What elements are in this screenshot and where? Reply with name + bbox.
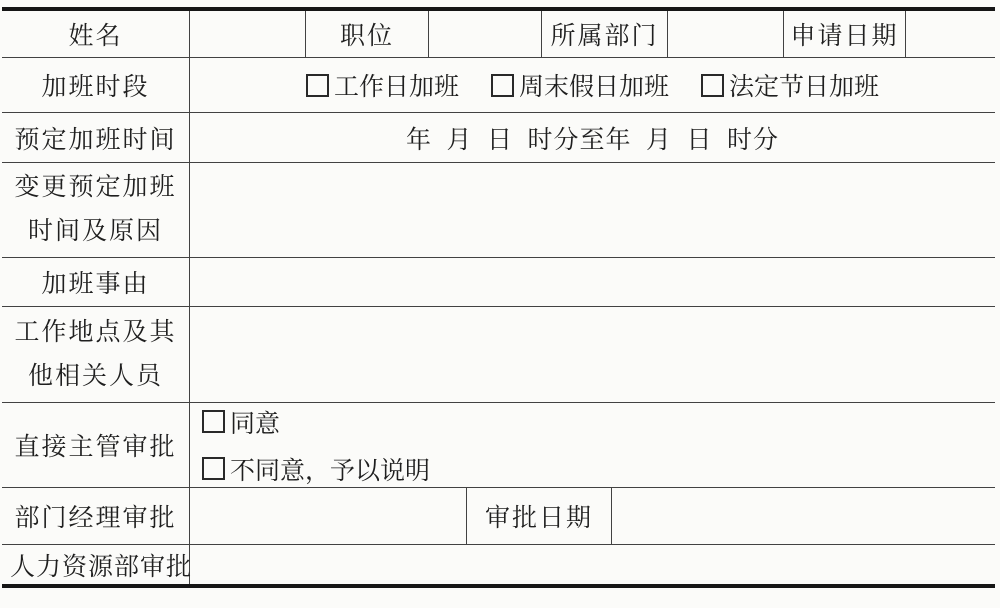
apply-date-label: 申请日期: [784, 11, 906, 57]
checkbox-workday-overtime-icon[interactable]: [306, 74, 329, 97]
scheduled-time-field[interactable]: 年 月 日 时分至年 月 日 时分: [405, 126, 779, 154]
approval-date-label: 审批日期: [467, 488, 612, 544]
department-label: 所属部门: [542, 11, 668, 57]
option-agree[interactable]: [202, 404, 280, 440]
supervisor-approval-row: [2, 403, 995, 488]
overtime-reason-field[interactable]: [190, 258, 995, 306]
change-reason-field[interactable]: [190, 163, 995, 257]
change-reason-row: [2, 163, 995, 258]
department-field[interactable]: [668, 11, 784, 57]
option-weekend-overtime[interactable]: [491, 67, 669, 103]
scheduled-time-row: [2, 113, 995, 163]
option-disagree-label: 不同意，予以说明: [230, 457, 431, 485]
overtime-reason-label: 加班事由: [2, 258, 190, 306]
checkbox-agree-icon[interactable]: [202, 410, 225, 433]
overtime-period-row: [2, 58, 995, 113]
checkbox-weekend-overtime-icon[interactable]: [491, 74, 514, 97]
work-location-label: 工作地点及其他相关人员: [2, 307, 190, 402]
manager-approval-row: [2, 488, 995, 545]
header-row: [2, 11, 995, 58]
overtime-application-form: [2, 7, 995, 588]
checkbox-holiday-overtime-icon[interactable]: [701, 74, 724, 97]
work-location-field[interactable]: [190, 307, 995, 402]
hr-approval-field[interactable]: [190, 545, 995, 584]
name-label: 姓名: [2, 11, 190, 57]
option-workday-overtime[interactable]: [306, 67, 459, 103]
position-label: 职位: [306, 11, 429, 57]
overtime-reason-row: [2, 258, 995, 307]
name-field[interactable]: [190, 11, 306, 57]
manager-approval-label: 部门经理审批: [2, 488, 190, 544]
overtime-period-label: 加班时段: [2, 58, 190, 112]
supervisor-approval-options: [190, 403, 995, 487]
option-holiday-overtime-label: 法定节日加班: [729, 74, 880, 101]
option-disagree[interactable]: [202, 451, 430, 487]
overtime-period-options: [190, 58, 995, 112]
apply-date-field[interactable]: [906, 11, 995, 57]
supervisor-approval-label: 直接主管审批: [2, 403, 190, 487]
position-field[interactable]: [429, 11, 542, 57]
change-reason-label: 变更预定加班时间及原因: [2, 163, 190, 257]
approval-date-field[interactable]: [612, 488, 995, 544]
hr-approval-row: [2, 545, 995, 584]
option-workday-overtime-label: 工作日加班: [333, 74, 459, 101]
option-weekend-overtime-label: 周末假日加班: [518, 74, 669, 101]
option-agree-label: 同意: [230, 410, 281, 438]
option-holiday-overtime[interactable]: [701, 67, 879, 103]
scheduled-time-label: 预定加班时间: [2, 113, 190, 162]
checkbox-disagree-icon[interactable]: [202, 457, 225, 480]
manager-approval-field[interactable]: [190, 488, 467, 544]
work-location-row: [2, 307, 995, 403]
hr-approval-label: 人力资源部审批: [2, 545, 190, 584]
